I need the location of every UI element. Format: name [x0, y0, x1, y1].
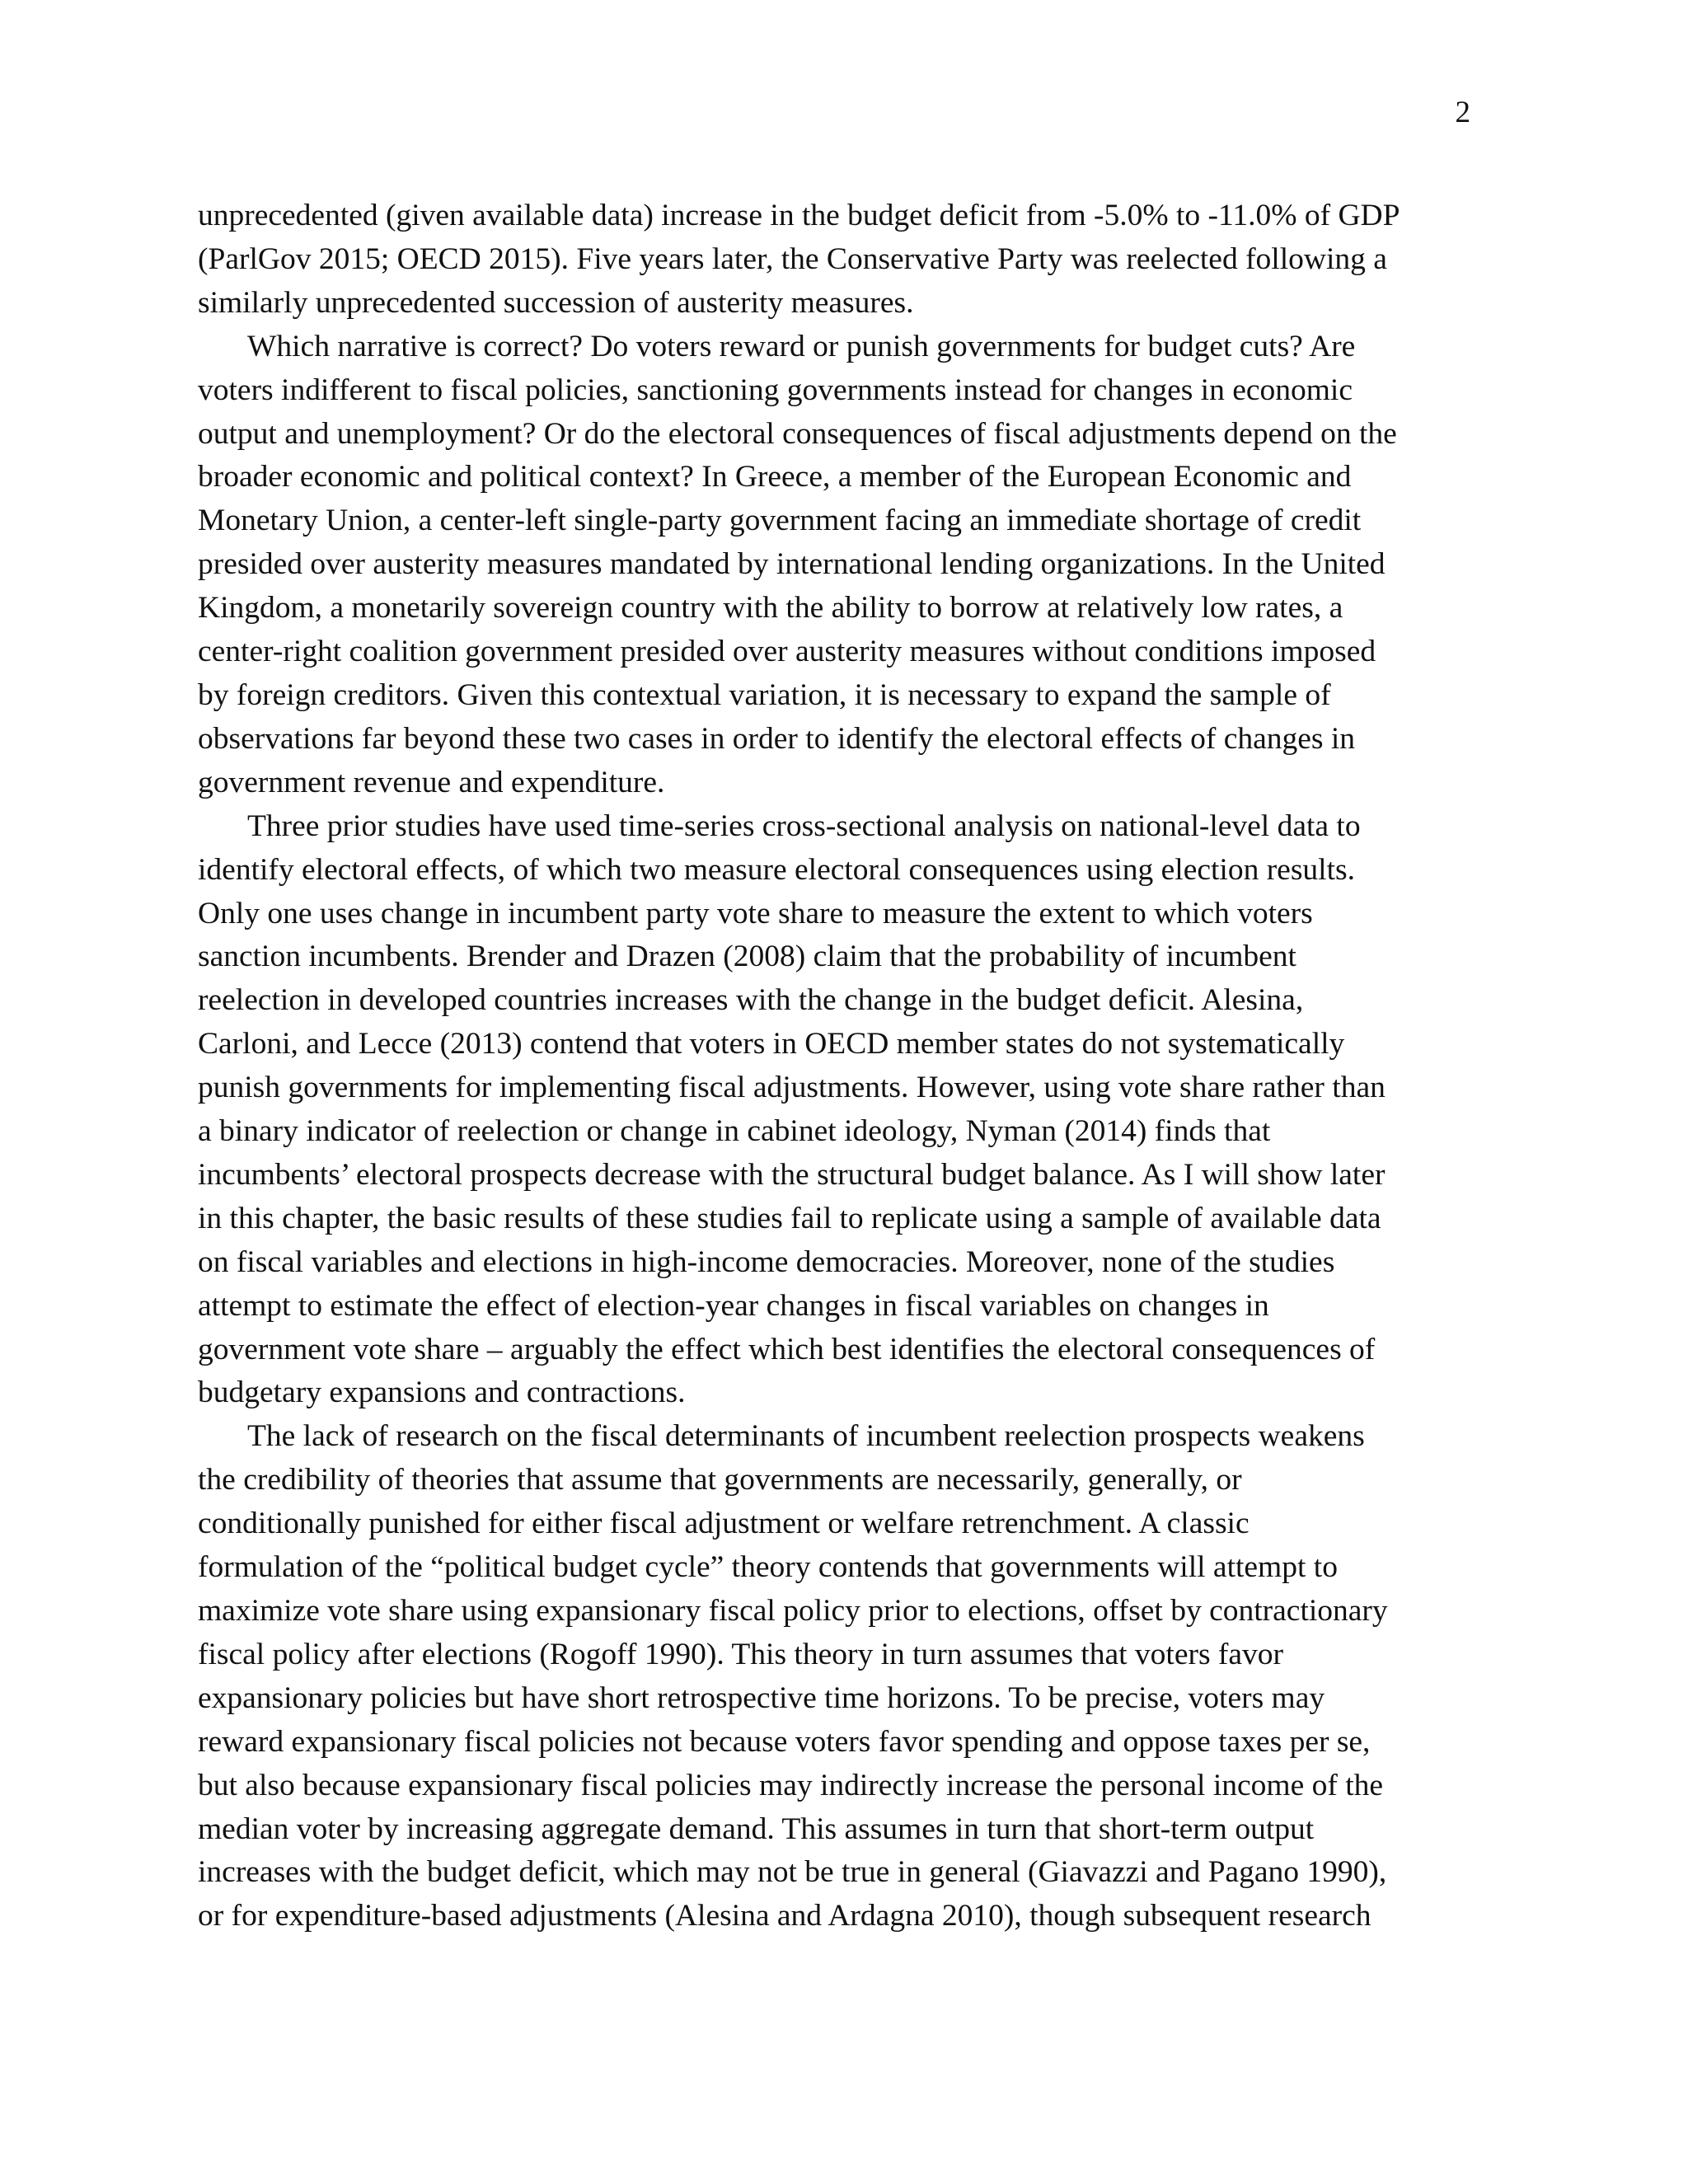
text-line: output and unemployment? Or do the electoral consequences of fiscal adjustments depend on the: [198, 416, 1397, 451]
text-line: formulation of the “political budget cycle” theory contends that governments will attempt to: [198, 1550, 1338, 1585]
text-line: incumbents’ electoral prospects decrease with the structural budget balance. As I will show later: [198, 1157, 1386, 1192]
text-line: similarly unprecedented succession of austerity measures.: [198, 285, 914, 320]
text-line: broader economic and political context? In Greece, a member of the European Economic and: [198, 460, 1352, 494]
text-line: budgetary expansions and contractions.: [198, 1376, 686, 1410]
paragraph-3: [198, 805, 1517, 1416]
paragraph-4: [198, 1415, 1517, 1938]
document-body: [198, 194, 1517, 1938]
text-line: by foreign creditors. Given this contextual variation, it is necessary to expand the sample of: [198, 677, 1331, 712]
text-line: The lack of research on the fiscal determinants of incumbent reelection prospects weakens: [247, 1419, 1365, 1454]
text-line: identify electoral effects, of which two measure electoral consequences using election results.: [198, 852, 1355, 887]
text-line: unprecedented (given available data) increase in the budget deficit from -5.0% to -11.0% of GDP: [198, 199, 1400, 232]
text-line: government vote share – arguably the effect which best identifies the electoral consequences of: [198, 1332, 1376, 1366]
text-line: Which narrative is correct? Do voters reward or punish governments for budget cuts? Are: [247, 329, 1356, 363]
text-line: Three prior studies have used time-series cross-sectional analysis on national-level data to: [247, 808, 1361, 843]
text-line: in this chapter, the basic results of these studies fail to replicate using a sample of available data: [198, 1201, 1381, 1235]
paragraph-2: [198, 326, 1517, 805]
text-line: voters indifferent to fiscal policies, sanctioning governments instead for changes in economic: [198, 373, 1353, 407]
text-line: Monetary Union, a center-left single-party government facing an immediate shortage of credit: [198, 504, 1362, 538]
text-line: sanction incumbents. Brender and Drazen (2008) claim that the probability of incumbent: [198, 940, 1296, 974]
text-line: observations far beyond these two cases in order to identify the electoral effects of changes in: [198, 721, 1356, 756]
text-line: conditionally punished for either fiscal adjustment or welfare retrenchment. A classic: [198, 1507, 1250, 1541]
text-line: (ParlGov 2015; OECD 2015). Five years later, the Conservative Party was reelected following a: [198, 241, 1387, 276]
text-line: on fiscal variables and elections in high-income democracies. Moreover, none of the studies: [198, 1244, 1335, 1279]
text-line: or for expenditure-based adjustments (Alesina and Ardagna 2010), though subsequent research: [198, 1899, 1372, 1933]
text-line: Carloni, and Lecce (2013) contend that voters in OECD member states do not systematically: [198, 1027, 1345, 1062]
text-line: presided over austerity measures mandated by international lending organizations. In the United: [198, 547, 1386, 582]
text-line: maximize vote share using expansionary fiscal policy prior to elections, offset by contractionary: [198, 1594, 1388, 1628]
text-line: the credibility of theories that assume that governments are necessarily, generally, or: [198, 1463, 1242, 1497]
text-line: a binary indicator of reelection or change in cabinet ideology, Nyman (2014) finds that: [198, 1114, 1271, 1149]
text-line: government revenue and expenditure.: [198, 765, 665, 799]
text-line: median voter by increasing aggregate demand. This assumes in turn that short-term output: [198, 1811, 1315, 1846]
text-line: reelection in developed countries increases with the change in the budget deficit. Alesina,: [198, 983, 1304, 1018]
paragraph-1: [198, 194, 1517, 326]
text-line: increases with the budget deficit, which may not be true in general (Giavazzi and Pagano 1990),: [198, 1855, 1387, 1890]
text-line: center-right coalition government presided over austerity measures without conditions imposed: [198, 635, 1376, 669]
text-line: fiscal policy after elections (Rogoff 1990). This theory in turn assumes that voters favor: [198, 1637, 1284, 1671]
page-number: 2: [1455, 96, 1470, 129]
text-line: expansionary policies but have short retrospective time horizons. To be precise, voters may: [198, 1680, 1325, 1715]
text-line: but also because expansionary fiscal policies may indirectly increase the personal income of the: [198, 1768, 1384, 1802]
text-line: Kingdom, a monetarily sovereign country with the ability to borrow at relatively low rates, a: [198, 591, 1343, 626]
text-line: reward expansionary fiscal policies not because voters favor spending and oppose taxes per se,: [198, 1724, 1371, 1759]
text-line: punish governments for implementing fiscal adjustments. However, using vote share rather than: [198, 1071, 1386, 1105]
text-line: attempt to estimate the effect of election-year changes in fiscal variables on changes in: [198, 1288, 1269, 1323]
text-line: Only one uses change in incumbent party vote share to measure the extent to which voters: [198, 896, 1313, 930]
